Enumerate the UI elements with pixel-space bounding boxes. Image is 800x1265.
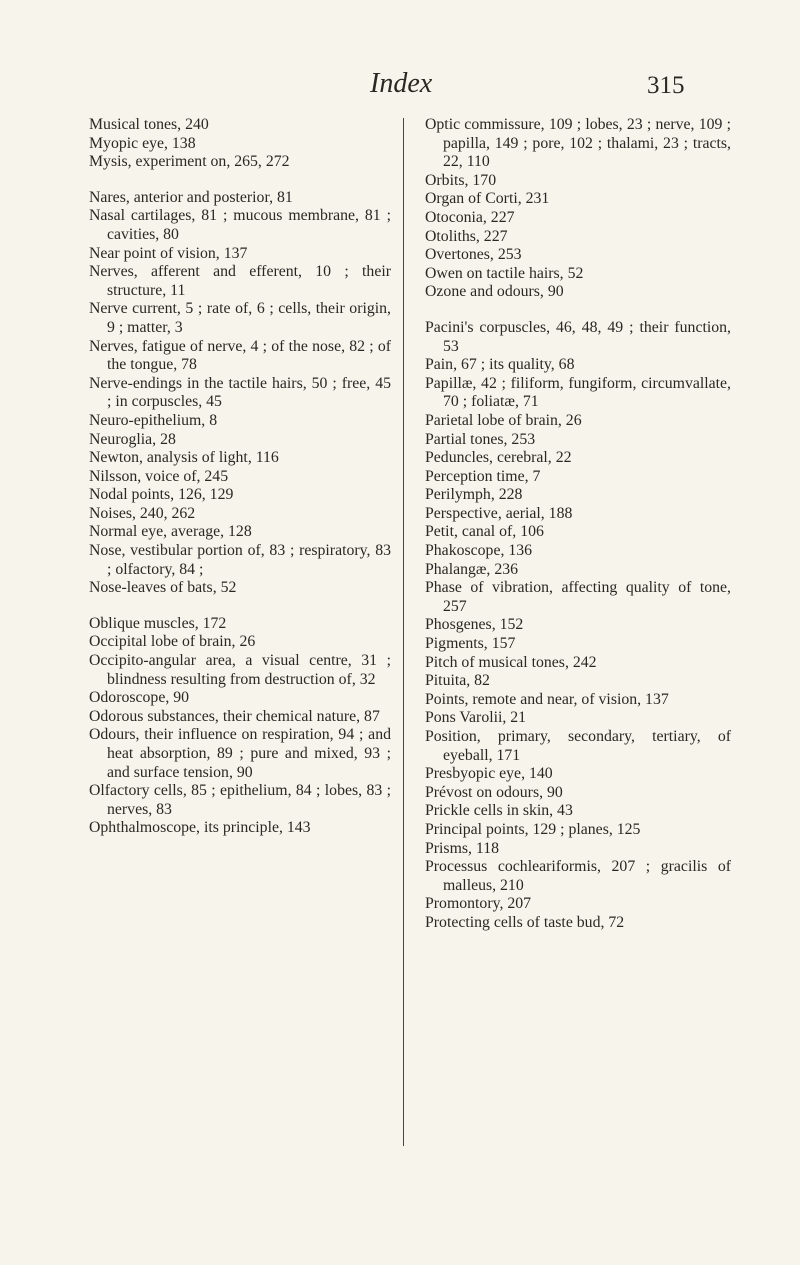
index-entry: Nilsson, voice of, 245 <box>89 467 229 485</box>
index-entry: Nasal cartilages, 81 ; mucous membrane, 81 ; cavities, 80 <box>89 207 391 243</box>
index-entry: Owen on tactile hairs, 52 <box>425 264 584 282</box>
index-column-right <box>425 116 731 933</box>
index-entry: Nerve-endings in the tactile hairs, 50 ; free, 45 ; in corpuscles, 45 <box>89 374 391 411</box>
page-title: Index <box>370 68 433 99</box>
index-entry: Perspective, aerial, 188 <box>425 504 573 522</box>
index-entry: Myopic eye, 138 <box>89 134 196 152</box>
index-entry: Nose-leaves of bats, 52 <box>89 579 237 597</box>
page-number: 315 <box>647 72 685 99</box>
index-entry: Ophthalmoscope, its principle, 143 <box>89 819 311 837</box>
index-entry: Nerves, afferent and efferent, 10 ; their structure, 11 <box>89 263 391 299</box>
section-gap <box>89 598 391 615</box>
index-entry: Promontory, 207 <box>425 895 532 913</box>
index-column-left <box>89 116 391 838</box>
section-gap <box>425 302 731 319</box>
column-divider <box>403 118 404 1146</box>
index-entry: Pain, 67 ; its quality, 68 <box>425 356 575 374</box>
index-entry: Phalangæ, 236 <box>425 560 519 578</box>
index-entry: Olfactory cells, 85 ; epithelium, 84 ; lobes, 83 ; nerves, 83 <box>89 782 391 818</box>
index-entry: Odours, their influence on respiration, 94 ; and heat absorption, 89 ; pure and mixed, 93 ; and surface tension, 90 <box>89 726 391 781</box>
index-entry: Points, remote and near, of vision, 137 <box>425 690 669 708</box>
index-entry: Normal eye, average, 128 <box>89 523 252 541</box>
index-entry: Noises, 240, 262 <box>89 504 196 522</box>
index-entry: Neuro-epithelium, 8 <box>89 411 218 429</box>
index-entry: Pituita, 82 <box>425 672 490 690</box>
index-entry: Orbits, 170 <box>425 171 497 189</box>
index-entry: Near point of vision, 137 <box>89 244 248 262</box>
index-entry: Occipito-angular area, a visual centre, 31 ; blindness resulting from destruction of, 32 <box>89 652 391 688</box>
index-entry: Peduncles, cerebral, 22 <box>425 449 572 467</box>
index-entry: Processus cochleariformis, 207 ; gracilis of malleus, 210 <box>425 858 731 894</box>
index-entry: Pigments, 157 <box>425 635 516 653</box>
section-gap <box>89 172 391 189</box>
index-entry: Pacini's corpuscles, 46, 48, 49 ; their function, 53 <box>425 318 731 355</box>
index-entry: Parietal lobe of brain, 26 <box>425 411 582 429</box>
index-entry: Nares, anterior and posterior, 81 <box>89 188 293 206</box>
index-entry: Occipital lobe of brain, 26 <box>89 633 256 651</box>
index-entry: Presbyopic eye, 140 <box>425 765 553 783</box>
index-entry: Ozone and odours, 90 <box>425 283 564 301</box>
index-entry: Papillæ, 42 ; filiform, fungiform, circumvallate, 70 ; foliatæ, 71 <box>425 374 731 411</box>
index-entry: Odoroscope, 90 <box>89 689 190 707</box>
index-entry: Pitch of musical tones, 242 <box>425 653 597 671</box>
index-entry: Perception time, 7 <box>425 467 541 485</box>
index-entry: Optic commissure, 109 ; lobes, 23 ; nerve, 109 ; papilla, 149 ; pore, 102 ; thalami, 23 ; tracts, 22, 110 <box>425 116 731 171</box>
index-entry: Overtones, 253 <box>425 246 522 264</box>
index-entry: Partial tones, 253 <box>425 430 536 448</box>
index-entry: Position, primary, secondary, tertiary, of eyeball, 171 <box>425 728 731 764</box>
index-entry: Phosgenes, 152 <box>425 616 524 634</box>
index-entry: Oblique muscles, 172 <box>89 614 227 632</box>
index-entry: Nerve current, 5 ; rate of, 6 ; cells, their origin, 9 ; matter, 3 <box>89 300 391 336</box>
index-entry: Organ of Corti, 231 <box>425 190 550 208</box>
index-entry: Petit, canal of, 106 <box>425 523 544 541</box>
index-entry: Odorous substances, their chemical nature, 87 <box>89 707 380 725</box>
index-entry: Otoconia, 227 <box>425 208 515 226</box>
index-entry: Phakoscope, 136 <box>425 542 533 560</box>
index-entry: Perilymph, 228 <box>425 486 523 504</box>
index-entry: Musical tones, 240 <box>89 116 209 133</box>
page-header <box>0 68 800 108</box>
index-entry: Nose, vestibular portion of, 83 ; respiratory, 83 ; olfactory, 84 ; <box>89 542 391 578</box>
index-entry: Mysis, experiment on, 265, 272 <box>89 153 290 171</box>
index-entry: Pons Varolii, 21 <box>425 709 527 727</box>
index-entry: Prisms, 118 <box>425 839 500 857</box>
index-entry: Nerves, fatigue of nerve, 4 ; of the nose, 82 ; of the tongue, 78 <box>89 337 391 374</box>
index-entry: Otoliths, 227 <box>425 227 508 245</box>
index-entry: Prévost on odours, 90 <box>425 783 563 801</box>
index-entry: Neuroglia, 28 <box>89 430 176 448</box>
index-entry: Phase of vibration, affecting quality of tone, 257 <box>425 579 731 615</box>
index-entry: Prickle cells in skin, 43 <box>425 802 573 820</box>
index-entry: Newton, analysis of light, 116 <box>89 449 279 467</box>
index-entry: Principal points, 129 ; planes, 125 <box>425 820 641 838</box>
index-entry: Nodal points, 126, 129 <box>89 486 234 504</box>
index-entry: Protecting cells of taste bud, 72 <box>425 913 625 931</box>
